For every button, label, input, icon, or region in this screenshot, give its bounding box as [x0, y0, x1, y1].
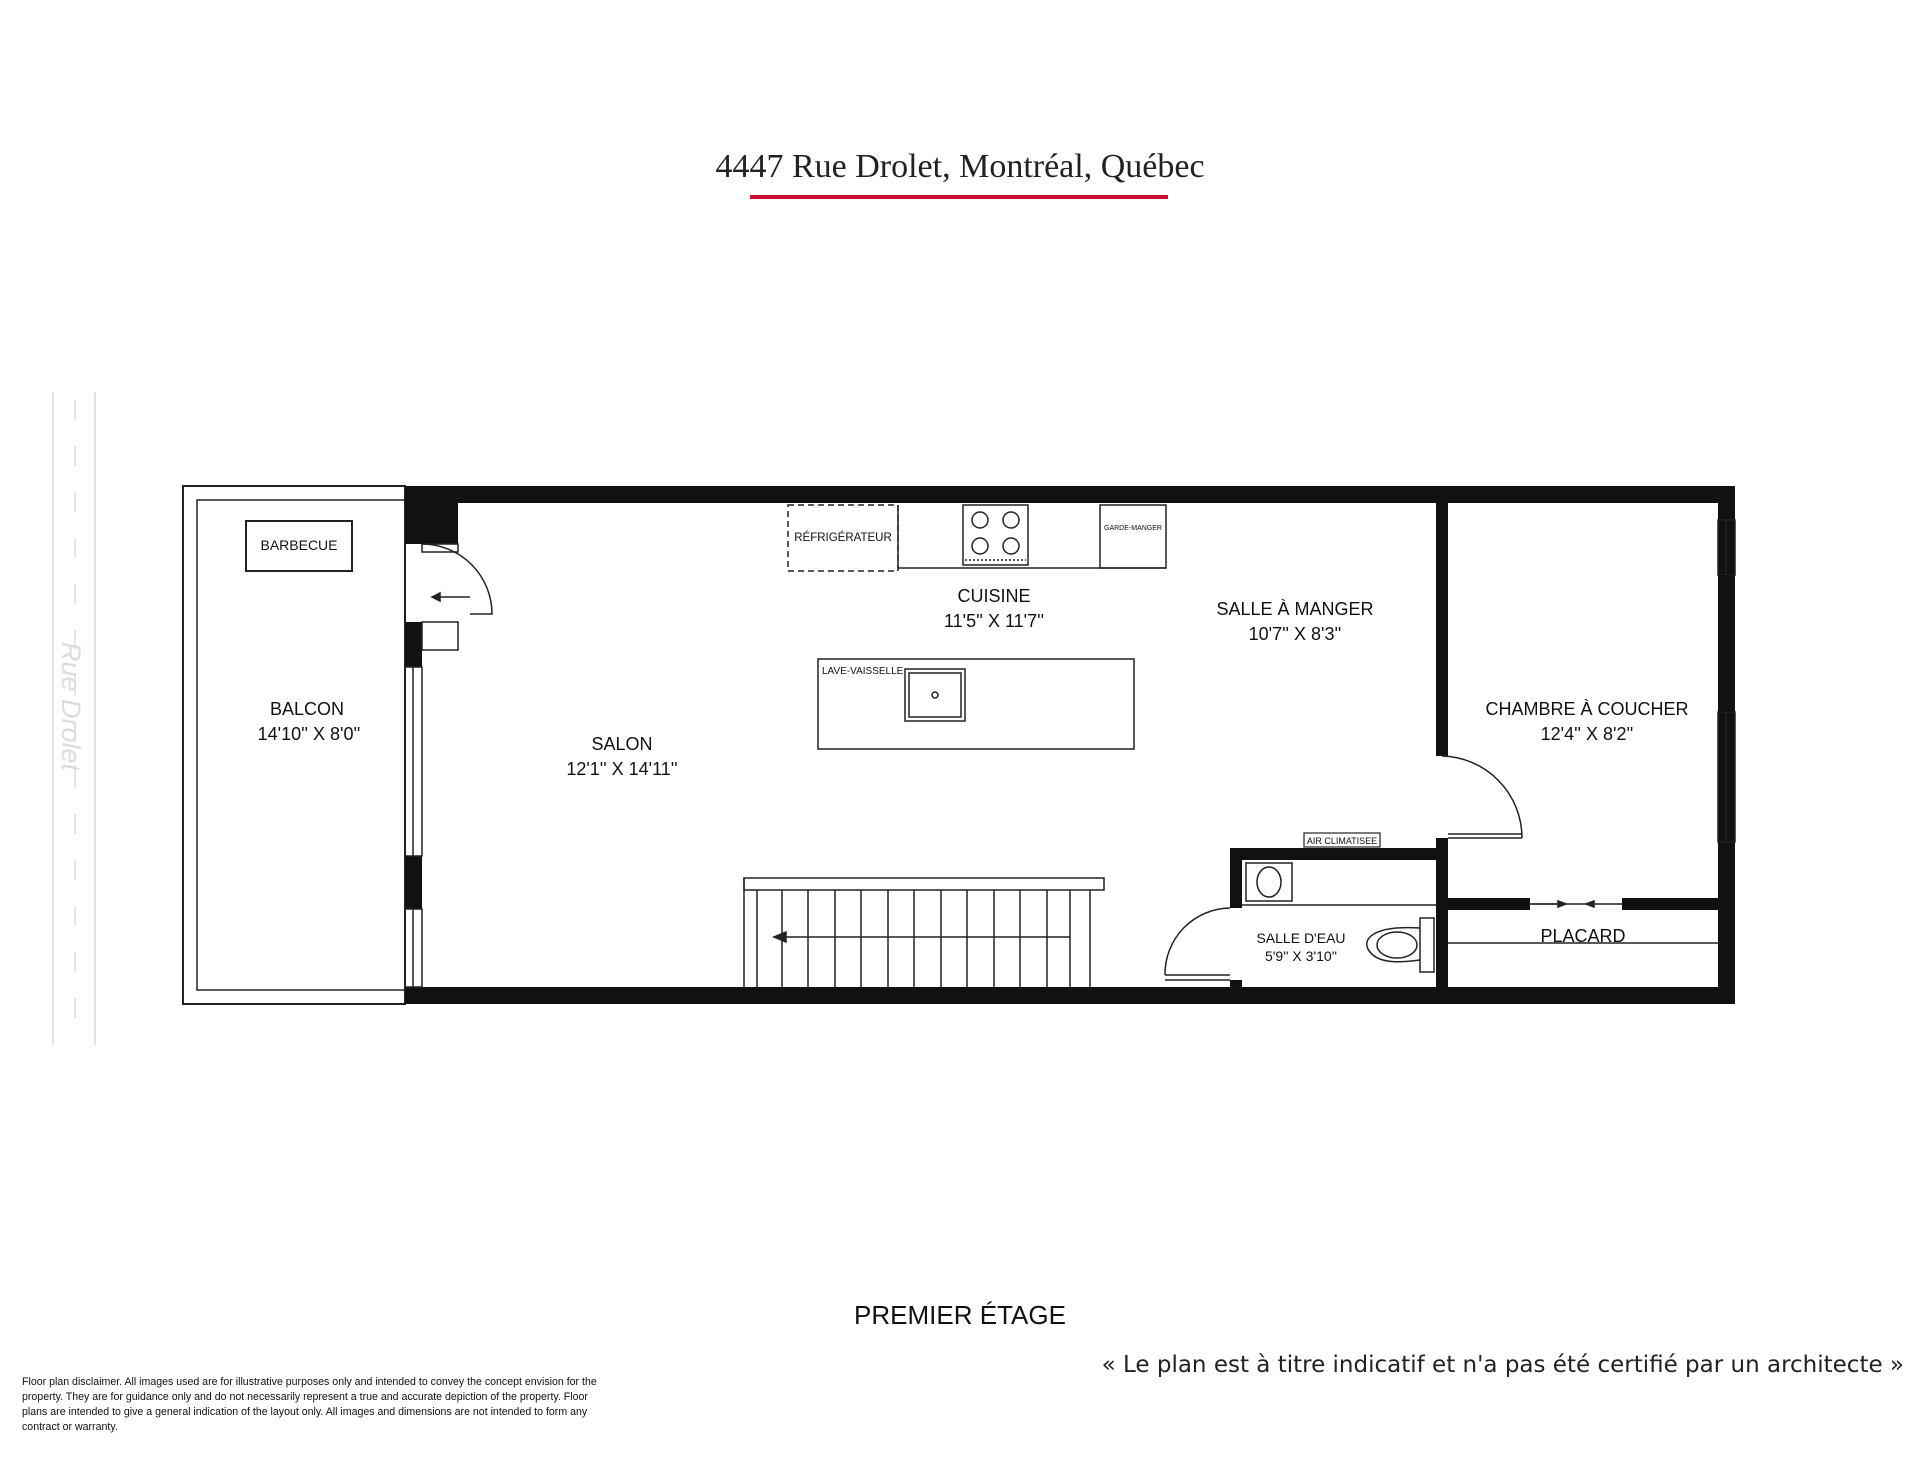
balcony-windows	[405, 667, 422, 987]
placard-name: PLACARD	[1540, 926, 1626, 946]
right-wall-piers	[1718, 575, 1735, 712]
legal-disclaimer: Floor plan disclaimer. All images used are for illustrative purposes only and intended to convey the concept envision for the property. They are for guidance only and do not necessarily represent a true and accurate depiction of the property. Floor plans are intended to give a general indication of the layout only. All images and dimensions are not intended to form any contract or warranty.	[22, 1376, 597, 1433]
balcon-outline	[183, 486, 405, 1004]
disclaimer-note: « Le plan est à titre indicatif et n'a pas été certifié par un architecte »	[1101, 1352, 1904, 1378]
lave-vaisselle-label: LAVE-VAISSELLE	[822, 666, 904, 677]
barbecue-label: BARBECUE	[260, 537, 338, 553]
balcon-dims: 14'10'' X 8'0''	[257, 724, 361, 744]
page-title: 4447 Rue Drolet, Montréal, Québec	[715, 148, 1205, 185]
stairs	[744, 878, 1104, 987]
chambre-dims: 12'4'' X 8'2''	[1540, 724, 1634, 744]
garde-manger-label: GARDE-MANGER	[1104, 525, 1162, 532]
bathroom-door	[1165, 908, 1230, 980]
salle-a-manger-name: SALLE À MANGER	[1216, 599, 1374, 619]
cuisine-dims: 11'5'' X 11'7''	[943, 611, 1045, 631]
salle-deau-dims: 5'9'' X 3'10''	[1264, 948, 1338, 964]
floor-label: PREMIER ÉTAGE	[854, 1300, 1066, 1330]
street	[53, 392, 95, 1045]
bedroom-door	[1442, 756, 1522, 838]
salon-name: SALON	[591, 734, 653, 754]
balcon-name: BALCON	[269, 699, 345, 719]
street-name: Rue Drolet	[56, 642, 86, 772]
interior-walls	[1230, 503, 1718, 992]
air-climatisee-label: AIR CLIMATISEE	[1306, 836, 1378, 846]
balcony-door	[422, 544, 492, 650]
salle-deau-name: SALLE D'EAU	[1256, 930, 1346, 946]
salon-dims: 12'1'' X 14'11''	[566, 759, 678, 779]
salle-a-manger-dims: 10'7'' X 8'3''	[1248, 624, 1342, 644]
chambre-name: CHAMBRE À COUCHER	[1485, 699, 1689, 719]
refrigerateur-label: RÉFRIGÉRATEUR	[794, 532, 892, 544]
cuisine-name: CUISINE	[957, 586, 1031, 606]
